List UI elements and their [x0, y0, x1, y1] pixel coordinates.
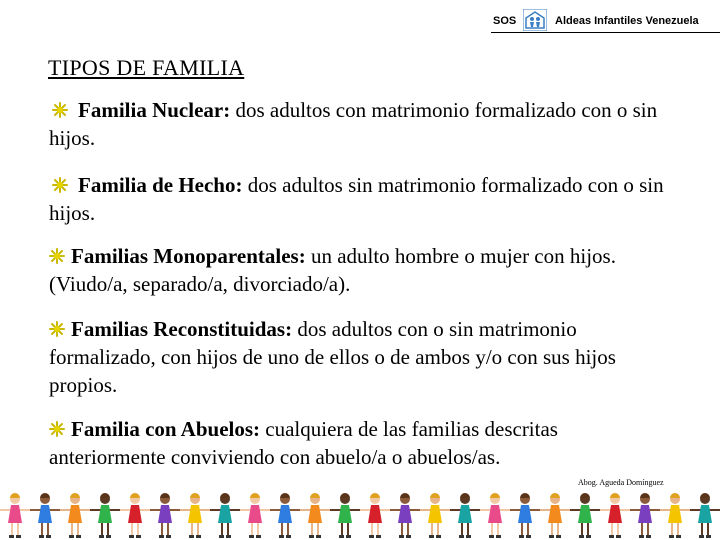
family-type-item-reconstituidas [49, 315, 674, 399]
child-figure [390, 493, 420, 538]
child-figure [540, 493, 570, 538]
star-bullet-icon [49, 421, 65, 437]
child-figure [180, 493, 210, 538]
header-rule [491, 32, 720, 33]
child-figure [660, 493, 690, 538]
family-description: dos adultos con o sin matrimonio formalizado, con hijos de uno de ellos o de ambos y/o con sus hijos propios. [49, 317, 616, 397]
child-figure [690, 493, 720, 538]
family-type-item-con-abuelos [49, 415, 674, 471]
star-bullet-icon [49, 321, 65, 337]
child-figure [420, 493, 450, 538]
family-description: un adulto hombre o mujer con hijos. (Viudo/a, separado/a, divorciado/a). [49, 244, 616, 296]
child-figure [150, 493, 180, 538]
page-title: TIPOS DE FAMILIA [48, 55, 245, 80]
child-figure [90, 493, 120, 538]
family-term: Familia de Hecho: [78, 173, 243, 197]
child-figure [360, 493, 390, 538]
author-credit: Abog. Agueda Domínguez [578, 478, 664, 487]
child-figure [60, 493, 90, 538]
star-bullet-icon [52, 102, 68, 118]
family-type-item-nuclear [49, 96, 674, 152]
sos-village-logo-icon [523, 9, 547, 31]
sos-label: SOS [493, 15, 517, 27]
child-figure [120, 493, 150, 538]
star-bullet-icon [52, 177, 68, 193]
family-term: Familias Monoparentales: [71, 244, 306, 268]
child-figure [210, 493, 240, 538]
family-description: dos adultos con matrimonio formalizado con o sin hijos. [49, 98, 658, 150]
child-figure [300, 493, 330, 538]
family-term: Familias Reconstituidas: [71, 317, 293, 341]
header [491, 8, 720, 34]
family-type-item-de-hecho [49, 171, 674, 227]
family-description: cualquiera de las familias descritas anteriormente conviviendo con abuelo/a o abuelos/as. [49, 417, 558, 469]
child-figure [600, 493, 630, 538]
star-bullet-icon [49, 248, 65, 264]
child-figure [630, 493, 660, 538]
family-type-item-monoparentales [49, 242, 674, 298]
family-description: dos adultos sin matrimonio formalizado con o sin hijos. [49, 173, 664, 225]
children-holding-hands-decoration [0, 490, 720, 540]
child-figure [510, 493, 540, 538]
child-figure [570, 493, 600, 538]
family-term: Familia con Abuelos: [71, 417, 261, 441]
child-figure [330, 493, 360, 538]
child-figure [480, 493, 510, 538]
family-term: Familia Nuclear: [78, 98, 231, 122]
child-figure [270, 493, 300, 538]
child-figure [0, 493, 30, 538]
organization-name: Aldeas Infantiles Venezuela [555, 15, 699, 27]
child-figure [450, 493, 480, 538]
child-figure [30, 493, 60, 538]
child-figure [240, 493, 270, 538]
